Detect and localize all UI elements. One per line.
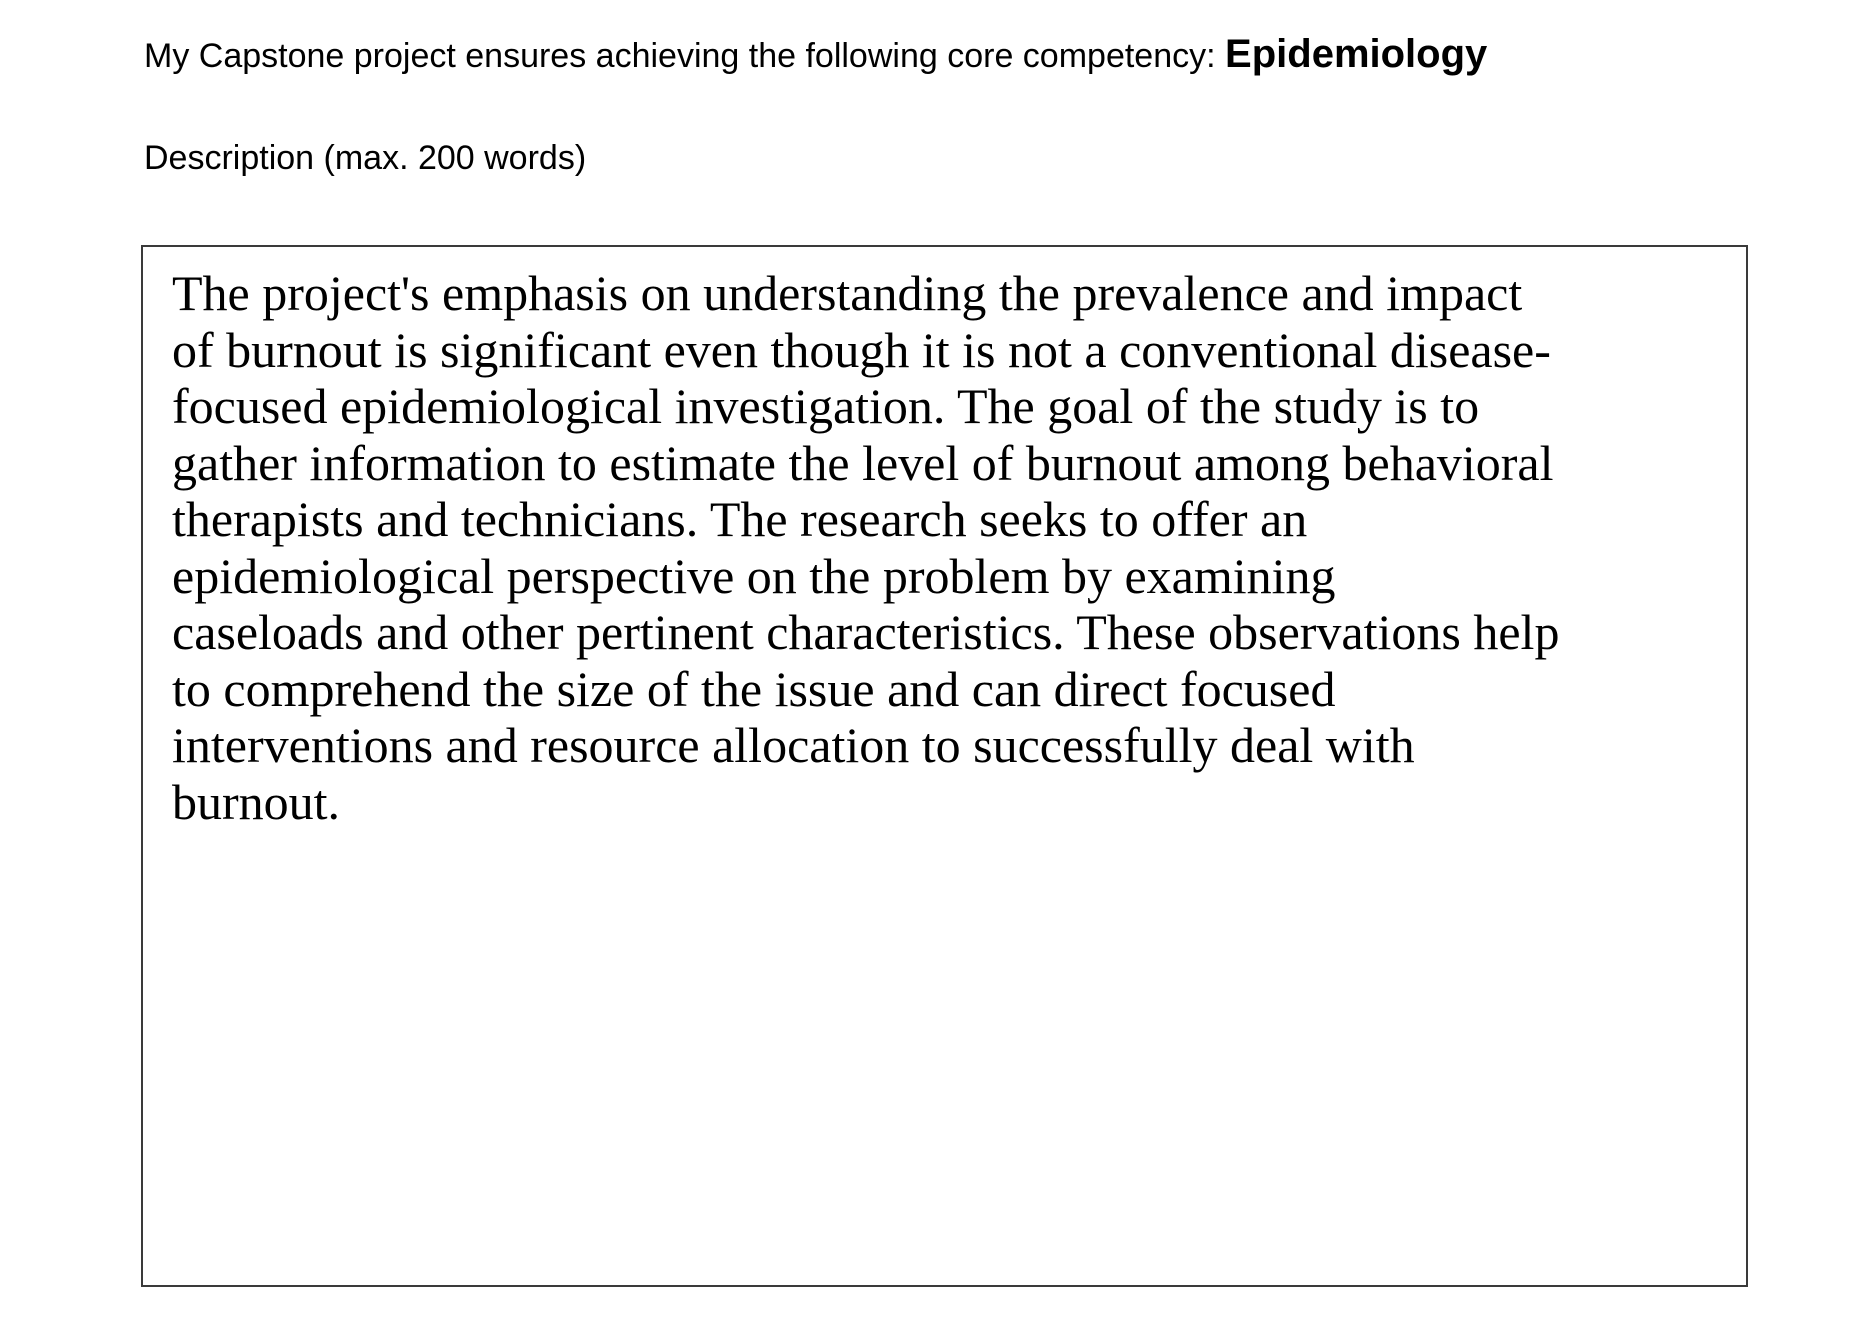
competency-prefix: My Capstone project ensures achieving the following core competency: — [144, 37, 1216, 75]
competency-value: Epidemiology — [1225, 32, 1488, 76]
description-label: Description (max. 200 words) — [144, 139, 587, 177]
competency-statement — [144, 30, 1487, 80]
description-text: The project's emphasis on understanding the prevalence and impact of burnout is significant even though it is not a conventional disease- focused epidemiological investigation. The goal of the study is to gather information to estimate the level of burnout among behavioral therapists and technicians. The research seeks to offer an epidemiological perspective on the problem by examining caseloads and other pertinent characteristics. These observations help to comprehend the size of the issue and can direct focused interventions and resource allocation to successfully deal with burnout. — [172, 265, 1560, 830]
description-text-box[interactable] — [141, 245, 1748, 1287]
